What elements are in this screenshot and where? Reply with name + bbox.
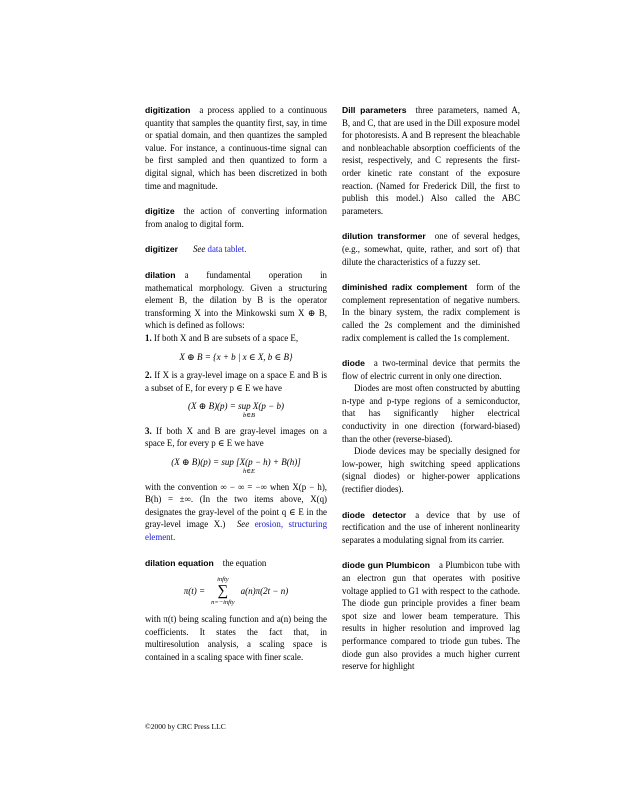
term-diode: diode: [342, 358, 365, 369]
term-diminished-radix-complement: diminished radix complement: [342, 282, 468, 293]
entry-digitize: [145, 205, 327, 230]
term-diode-gun-plumbicon: diode gun Plumbicon: [342, 560, 430, 571]
item-number-2: 2.: [145, 370, 152, 381]
entry-diode-gun-plumbicon: [342, 559, 520, 672]
left-column: [145, 104, 327, 677]
diode-paragraph-3: Diode devices may be specially designed for low-power, high switching speed applications (signal diodes) or higher-power applications (rectifier diodes).: [342, 446, 520, 495]
entry-dill-parameters: [342, 104, 520, 217]
item-text-2: If X is a gray-level image on a space E and B is a subset of E, for every p ∈ E we have: [145, 370, 327, 393]
definition-diminished-radix-complement: form of the complement representation of negative numbers. In the binary system, the radix complement is called the 2s complement and the diminished radix complement is called the 1s complement.: [342, 282, 520, 343]
equation-gray-gray-dilation-subscript: h∈E: [242, 467, 256, 475]
term-digitization: digitization: [145, 105, 191, 115]
dilation-equation-explanation: with π(t) being scaling function and a(n) being the coefficients. It states the fact that, in multiresolution analysis, a scaling space is contained in a scaling space with finer scale.: [145, 614, 327, 662]
item-number-3: 3.: [145, 425, 152, 436]
copyright-footer: ©2000 by CRC Press LLC: [145, 722, 226, 731]
equation-rhs: a(n)π(2t − n): [240, 585, 289, 596]
entry-diode-detector: [342, 509, 520, 547]
see-label: See: [192, 244, 206, 255]
summation-lower-limit: n=−infty: [211, 599, 235, 607]
entry-dilution-transformer: [342, 230, 520, 268]
equation-dilation: [145, 575, 327, 607]
term-dilation: dilation: [145, 269, 176, 280]
entry-digitization: [145, 104, 327, 192]
definition-dilution-transformer: one of several hedges, (e.g., somewhat, quite, rather, and sort of) that dilute the characteristics of a fuzzy set.: [342, 231, 521, 267]
entry-digitizer: [145, 243, 327, 256]
entry-dilation: [145, 269, 327, 544]
diode-paragraph-2: Diodes are most often constructed by abutting n-type and p-type regions of a semiconductor, that has significantly higher electrical conductivity in one direction (forward-biased) than the other (reverse-biased).: [342, 383, 520, 444]
definition-diode: a two-terminal device that permits the flow of electric current in only one direction.: [342, 358, 520, 381]
term-digitizer: digitizer: [145, 244, 178, 255]
see-label: See: [236, 519, 250, 530]
term-dilation-equation: dilation equation: [145, 557, 214, 568]
term-diode-detector: diode detector: [342, 509, 407, 520]
entry-diode: [342, 357, 520, 496]
equation-gray-dilation-subscript: b∈B: [242, 411, 256, 419]
term-digitize: digitize: [145, 206, 175, 217]
definition-digitization: a process applied to a continuous quantity that samples the quantity first, say, in time or spatial domain, and then quantizes the sampled value. For instance, a continuous-time signal can be first sampled and then quantized to form a digital signal, which has been discretized in both time and magnitude.: [145, 105, 327, 191]
item-text-3: If both X and B are gray-level images on a space E, for every p ∈ E we have: [145, 425, 327, 449]
item-text-1: If both X and B are subsets of a space E,: [153, 332, 299, 343]
definition-diode-detector: a device that by use of rectification and the use of inherent nonlinearity separates a modulating signal from its carrier.: [342, 509, 520, 545]
summation-symbol: [211, 575, 235, 607]
equation-minkowski-sum: X ⊕ B = {x + b | x ∈ X, b ∈ B}: [179, 351, 293, 362]
equation-lhs: π(t) =: [183, 585, 206, 596]
equation-gray-dilation: [145, 400, 327, 419]
equation-gray-gray-dilation-main: (X ⊕ B)(p) = sup [X(p − h) + B(h)]: [171, 457, 301, 468]
item-number-1: 1.: [145, 332, 152, 343]
cross-ref-link-erosion[interactable]: erosion, structuring element.: [145, 519, 328, 543]
summation-upper-limit: infty: [217, 576, 229, 584]
equation-gray-dilation-main: (X ⊕ B)(p) = sup X(p − b): [188, 401, 284, 412]
entry-dilation-equation: [145, 557, 327, 664]
right-column: [342, 104, 520, 686]
equation-gray-gray-dilation: [145, 456, 327, 475]
definition-digitize: the action of converting information from analog to digital form.: [145, 206, 327, 229]
definition-dilation-equation: the equation: [222, 557, 267, 568]
cross-ref-link-data-tablet[interactable]: data tablet.: [207, 244, 247, 255]
dilation-convention-text: with the convention ∞ − ∞ = −∞ when X(p − h), B(h) = ±∞. (In the two items above, X(q) designates the gray-level of the point q ∈ E in the gray-level image X.): [145, 481, 327, 530]
definition-dill-parameters: three parameters, named A, B, and C, that are used in the Dill exposure model for photoresists. A and B represent the bleachable and nonbleachable absorption coefficients of the resist, respectively, and C represents the first-order kinetic rate constant of the exposure reaction. (Named for Frederick Dill, the first to publish this model.) Also called the ABC parameters.: [342, 105, 520, 216]
term-dilution-transformer: dilution transformer: [342, 231, 426, 242]
entry-diminished-radix-complement: [342, 281, 520, 344]
sigma-glyph: ∑: [217, 583, 229, 600]
definition-diode-gun-plumbicon: a Plumbicon tube with an electron gun that operates with positive voltage applied to G1 with respect to the cathode. The diode gun principle provides a finer beam spot size and lower beam temperature. This results in higher resolution and improved lag performance compared to triode gun tubes. The diode gun also provides a much higher current reserve for highlight: [342, 560, 520, 672]
term-dill-parameters: Dill parameters: [342, 105, 407, 115]
definition-dilation: a fundamental operation in mathematical morphology. Given a structuring element B, the dilation by B is the operator transforming X into the Minkowski sum X ⊕ B, which is defined as follows:: [145, 269, 327, 331]
